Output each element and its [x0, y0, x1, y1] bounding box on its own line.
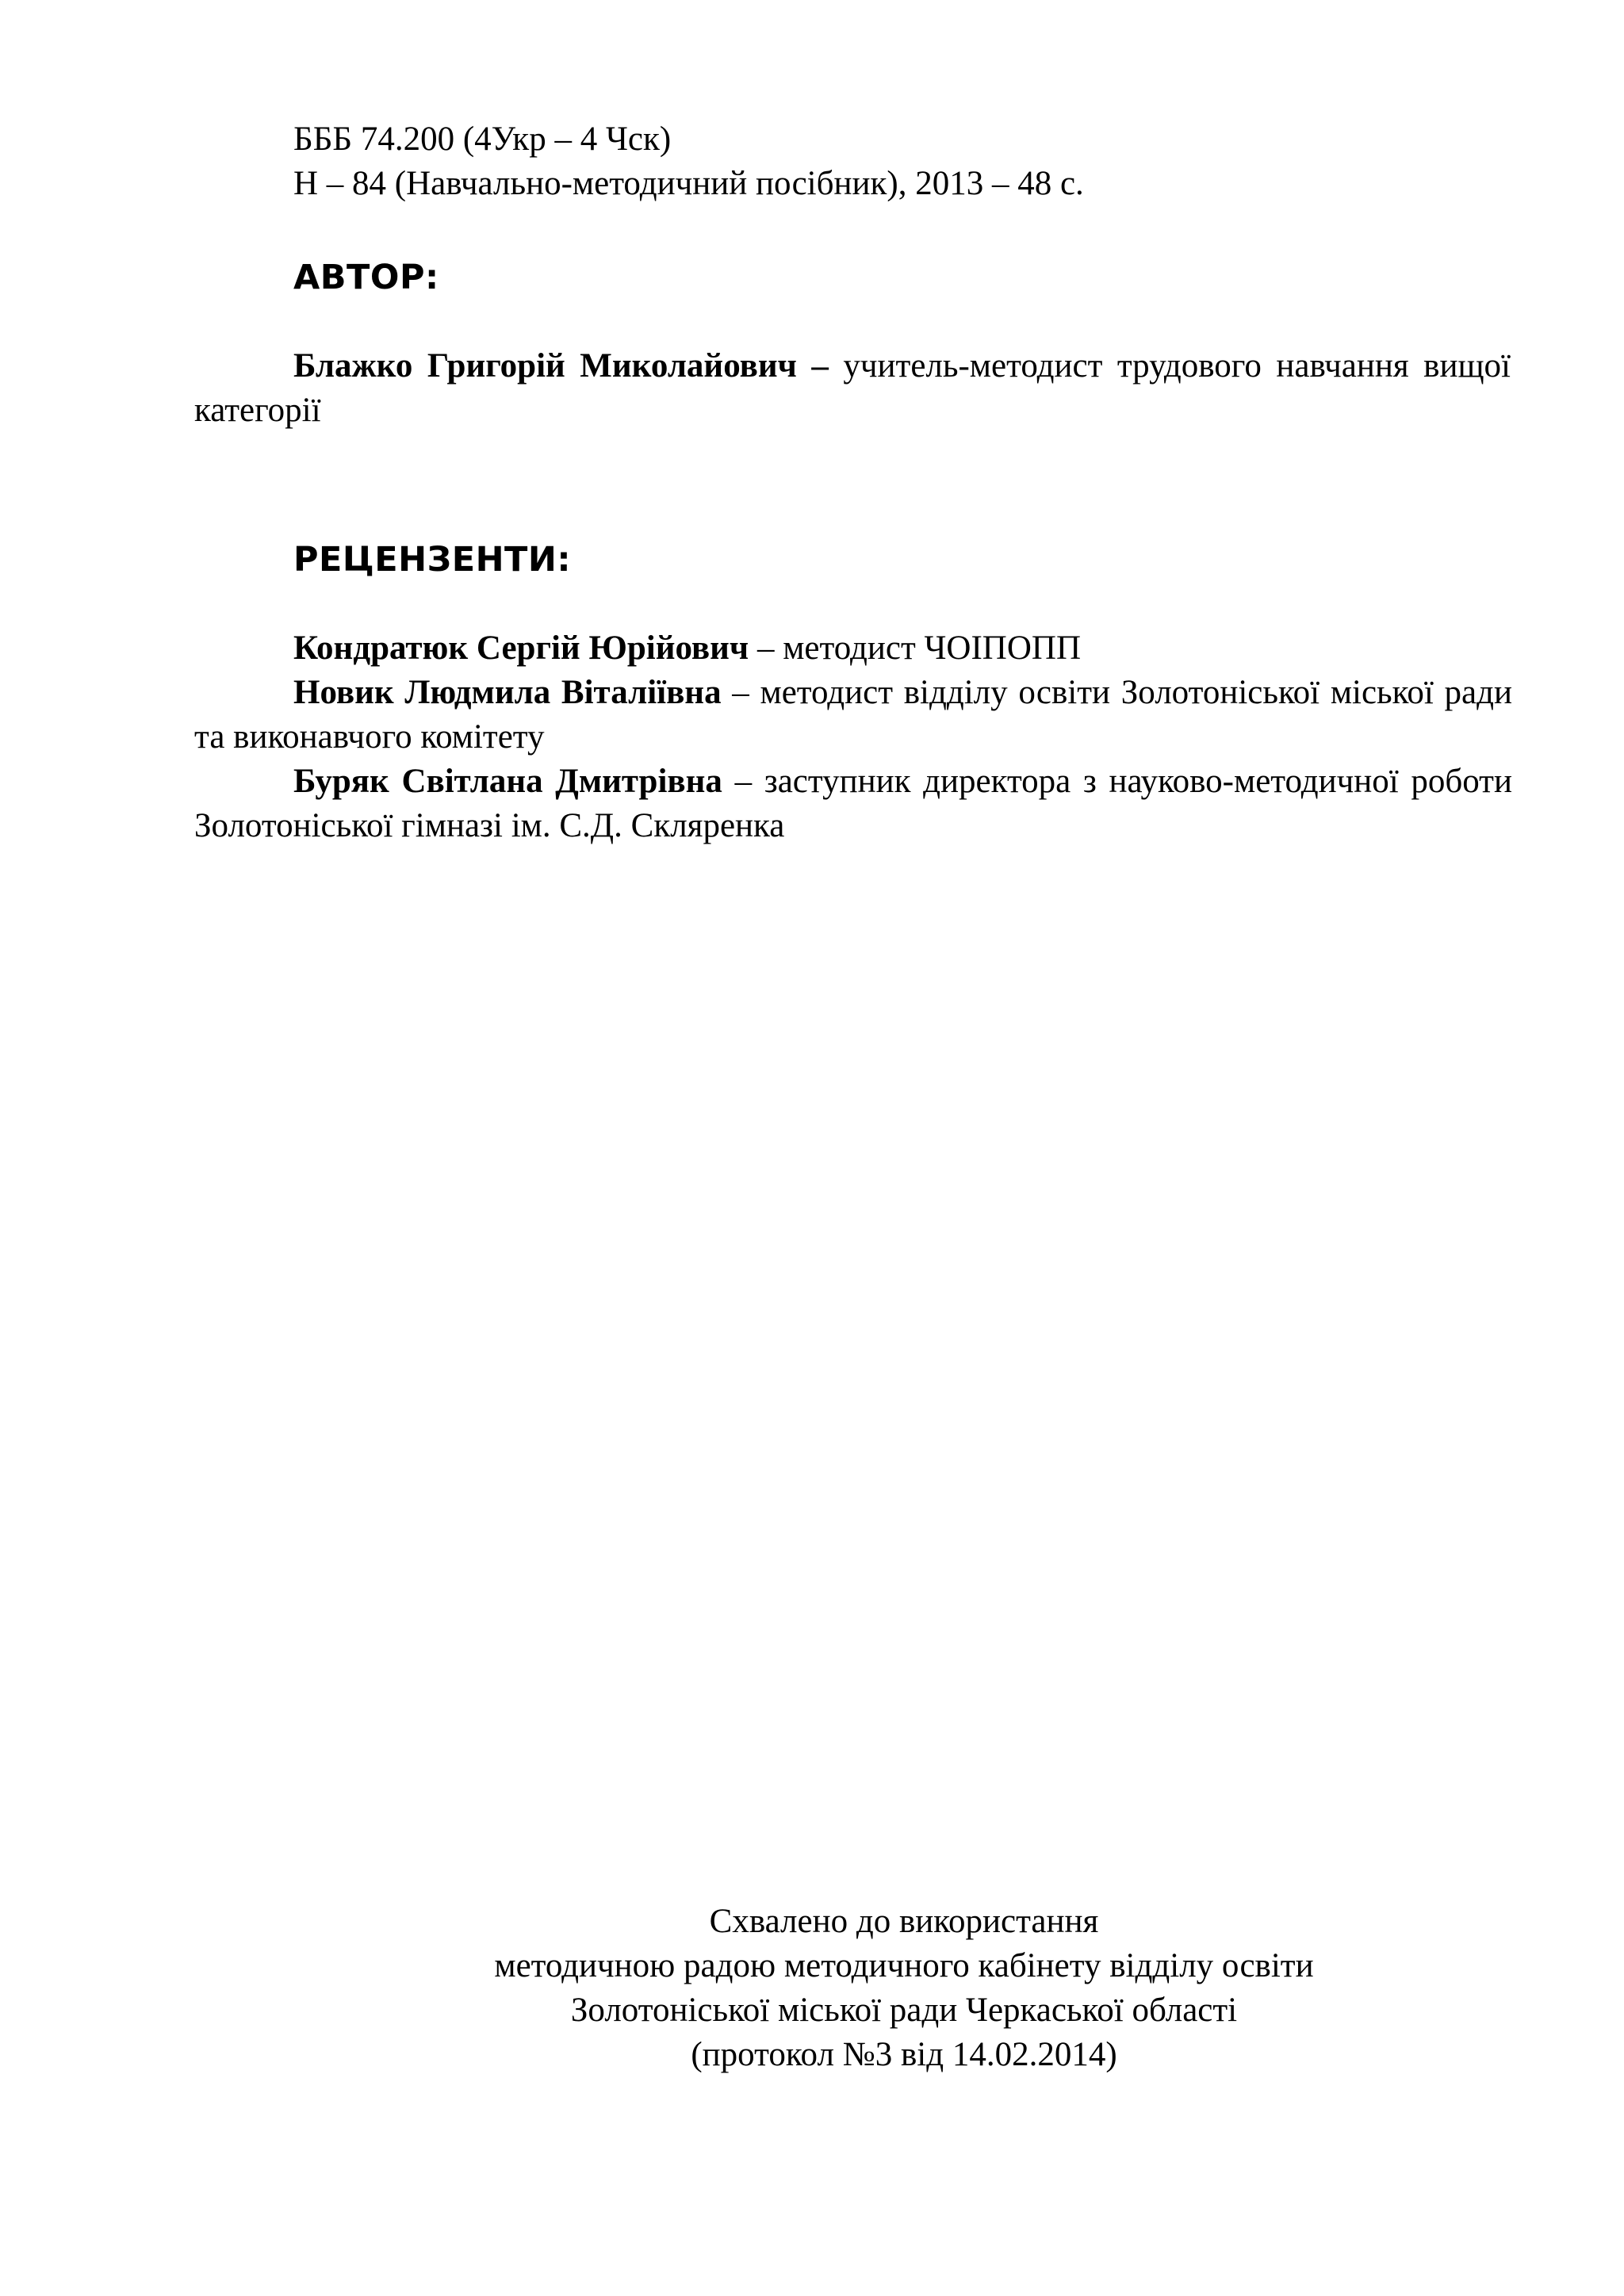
- approval-line-2: методичною радою методичного кабінету відділу освіти: [494, 1947, 1314, 1984]
- author-name: Блажко Григорій Миколайович –: [293, 347, 829, 385]
- reviewer-description: – заступник директора з науково-методичної роботи Золотоніської гімназі ім. С.Д. Скляренка: [194, 763, 1512, 844]
- reviewer-description: – методист відділу освіти Золотоніської міської ради та виконавчого комітету: [194, 674, 1512, 756]
- approval-note: [428, 1900, 1380, 2077]
- reviewer-entry: [194, 626, 1512, 671]
- reviewer-entry: [194, 760, 1512, 848]
- reviewers-list: [194, 626, 1512, 848]
- author-entry: [194, 344, 1511, 433]
- reviewer-entry: [194, 671, 1512, 760]
- author-heading: АВТОР:: [293, 258, 439, 297]
- reviewer-description: – методист ЧОІПОПП: [749, 629, 1082, 667]
- approval-protocol: (протокол №3 від 14.02.2014): [691, 2036, 1117, 2073]
- reviewer-name: Кондратюк Сергій Юрійович: [293, 629, 749, 667]
- publication-info: Н – 84 (Навчально-методичний посібник), 2013 – 48 с.: [293, 165, 1084, 202]
- classification-code: БББ 74.200 (4Укр – 4 Чск): [293, 121, 672, 158]
- author-description: учитель-методист трудового навчання вищої категорії: [194, 347, 1511, 429]
- author-block: [194, 344, 1511, 433]
- approval-line-3: Золотоніської міської ради Черкаської області: [570, 1992, 1238, 2029]
- reviewers-heading: РЕЦЕНЗЕНТИ:: [293, 540, 572, 580]
- approval-line-1: Схвалено до використання: [709, 1903, 1099, 1940]
- reviewer-name: Буряк Світлана Дмитрівна: [293, 763, 722, 800]
- reviewer-name: Новик Людмила Віталіївна: [293, 674, 722, 711]
- bibliographic-codes: [293, 117, 1483, 206]
